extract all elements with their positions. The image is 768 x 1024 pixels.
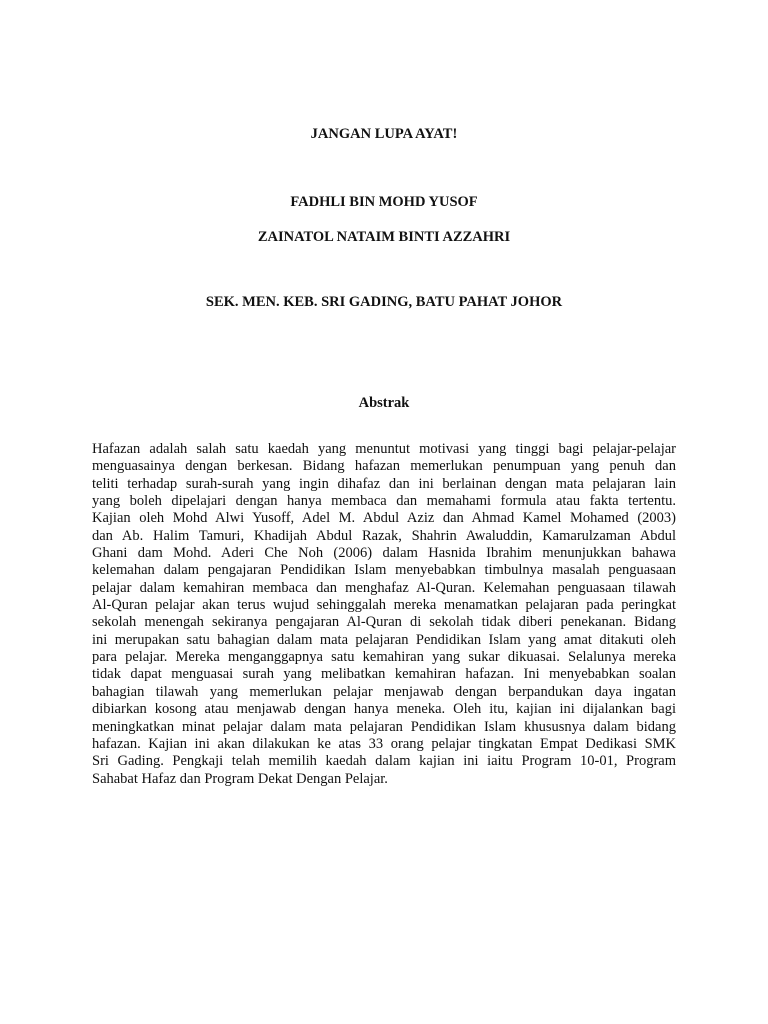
abstract-line: menguasainya dengan berkesan. Bidang hafazan memerlukan penumpuan yang penuh dan (92, 458, 676, 475)
abstract-line: Hafazan adalah salah satu kaedah yang menuntut motivasi yang tinggi bagi pelajar-pelajar (92, 441, 676, 457)
abstract-line: para pelajar. Mereka menganggapnya satu kemahiran yang sukar dikuasai. Selalunya mereka (92, 649, 676, 666)
abstract-line: Ghani dam Mohd. Aderi Che Noh (2006) dalam Hasnida Ibrahim menunjukkan bahawa (92, 545, 676, 562)
abstract-line: Al-Quran pelajar akan terus wujud sehinggalah mereka menamatkan pelajaran pada peringkat (92, 597, 676, 614)
abstract-line: ini merupakan satu bahagian dalam mata pelajaran Pendidikan Islam yang amat ditakuti oleh (92, 631, 676, 648)
abstract-line: Kajian oleh Mohd Alwi Yusoff, Adel M. Abdul Aziz dan Ahmad Kamel Mohamed (2003) (92, 510, 676, 527)
abstract-line: teliti terhadap surah-surah yang ingin dihafaz dan ini berlainan dengan mata pelajaran lain (92, 475, 676, 492)
document-title: JANGAN LUPA AYAT! (310, 126, 458, 142)
author-name: FADHLI BIN MOHD YUSOF (290, 194, 478, 210)
abstract-line: dan Ab. Halim Tamuri, Khadijah Abdul Razak, Shahrin Awaluddin, Kamarulzaman Abdul (92, 527, 676, 544)
abstract-line: meningkatkan minat pelajar dalam mata pelajaran Pendidikan Islam khususnya dalam bidang (92, 718, 676, 735)
author-affiliation: SEK. MEN. KEB. SRI GADING, BATU PAHAT JOHOR (205, 294, 563, 310)
abstract-line: bahagian tilawah yang memerlukan pelajar menjawab dengan berpandukan daya ingatan (92, 683, 676, 700)
abstract-line: dibiarkan kosong atau menjawab dengan hanya meneka. Oleh itu, kajian ini dijalankan bagi (92, 701, 676, 718)
abstract-line: pelajar dalam kemahiran membaca dan menghafaz Al-Quran. Kelemahan penguasaan tilawah (92, 579, 676, 596)
abstract-line: Sri Gading. Pengkaji telah memilih kaedah dalam kajian ini iaitu Program 10-01, Program (92, 753, 676, 770)
abstract-line: sekolah menengah sekiranya pengajaran Al-Quran di sekolah tidak diberi penekanan. Bidang (92, 614, 676, 631)
abstract-line: kelemahan dalam pengajaran Pendidikan Islam menyebabkan timbulnya masalah penguasaan (92, 562, 676, 579)
abstract-line: Sahabat Hafaz dan Program Dekat Dengan Pelajar. (92, 770, 388, 787)
abstract-body (92, 441, 676, 788)
abstract-heading: Abstrak (358, 395, 410, 411)
abstract-line: yang boleh dipelajari dengan hanya membaca dan memahami formula atau fakta tertentu. (92, 493, 676, 510)
abstract-line: tidak dapat menguasai surah yang melibatkan kemahiran hafazan. Ini menyebabkan soalan (92, 666, 676, 683)
abstract-line: hafazan. Kajian ini akan dilakukan ke atas 33 orang pelajar tingkatan Empat Dedikasi SMK (92, 735, 676, 752)
author-name: ZAINATOL NATAIM BINTI AZZAHRI (257, 229, 511, 245)
